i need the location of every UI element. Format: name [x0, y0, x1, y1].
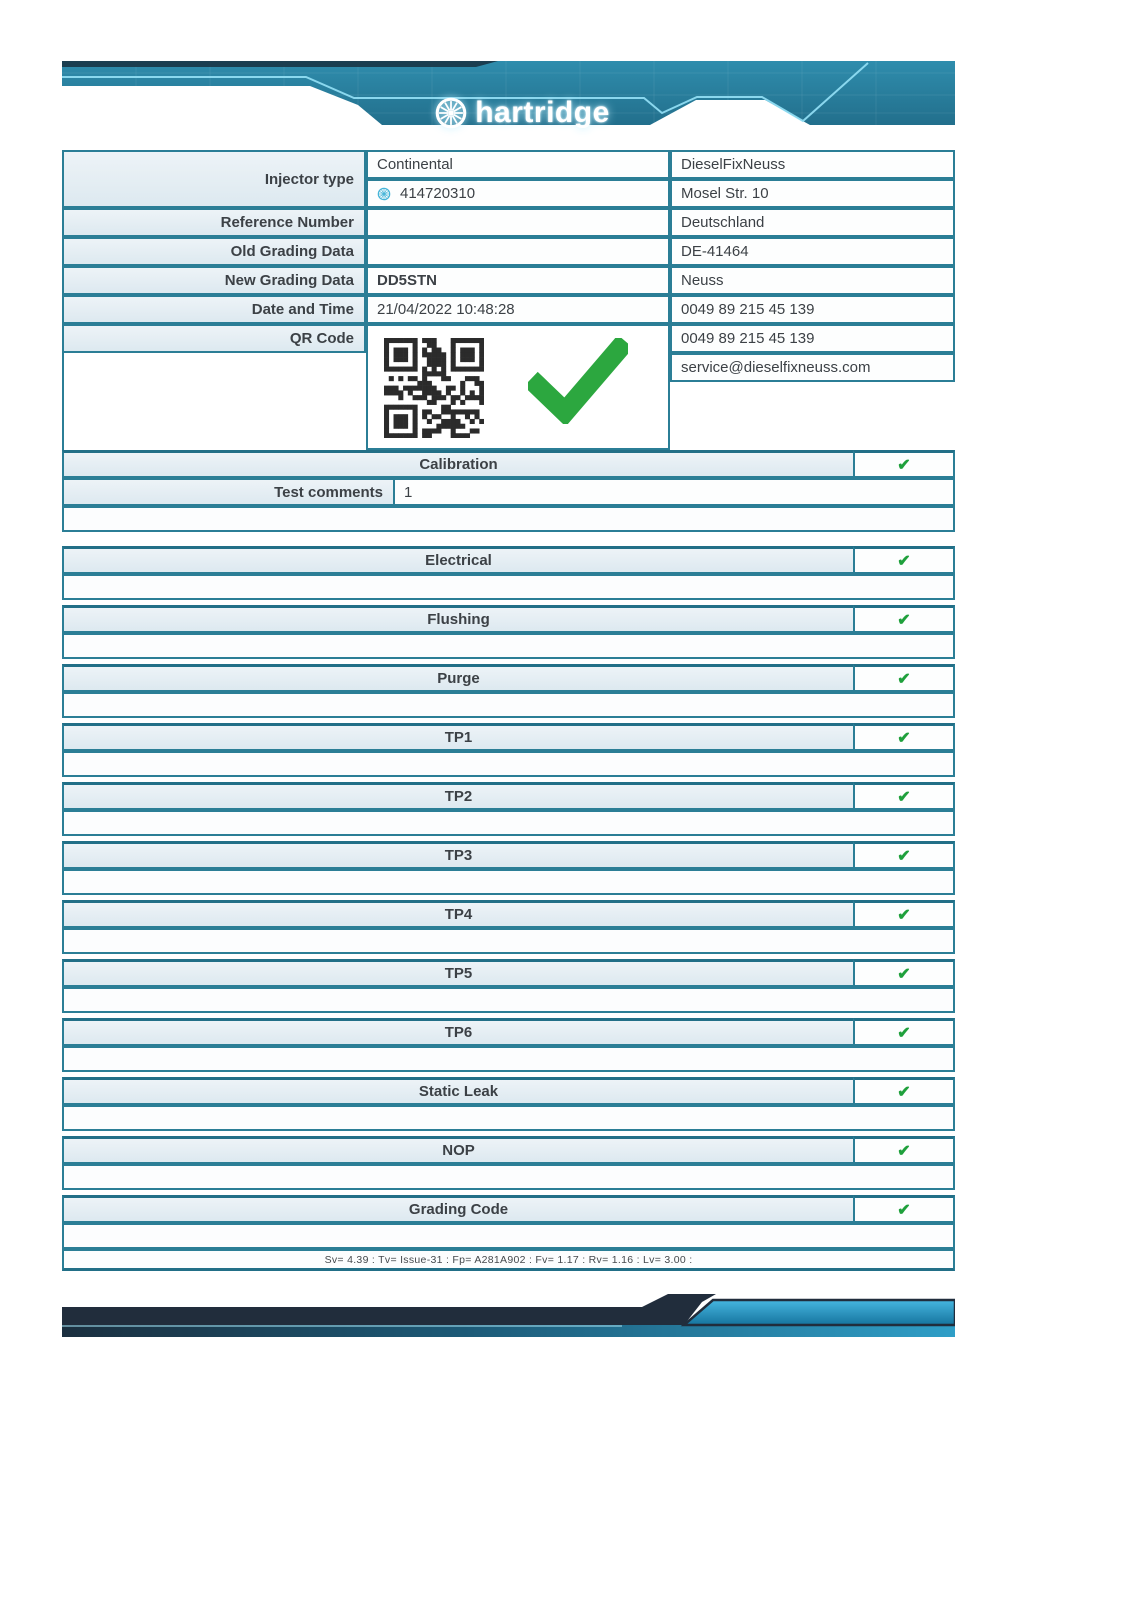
spacer-row	[62, 633, 955, 659]
part-number-value	[366, 179, 670, 208]
test-section-tp3: TP3	[62, 841, 855, 869]
test-section-static-leak: Static Leak	[62, 1077, 855, 1105]
brand-logo	[392, 91, 652, 135]
test-comments-value: 1	[393, 478, 955, 506]
part-number-text: 414720310	[400, 185, 476, 202]
reference-number-value	[366, 208, 670, 237]
spacer-row	[62, 987, 955, 1013]
contact-country: Deutschland	[670, 208, 955, 237]
brand-logo-text: hartridge	[475, 96, 610, 129]
spacer-row	[62, 1046, 955, 1072]
check-icon: ✔	[897, 611, 911, 629]
test-section-nop: NOP	[62, 1136, 855, 1164]
new-grading-value: DD5STN	[366, 266, 670, 295]
contact-company: DieselFixNeuss	[670, 150, 955, 179]
injector-info-table	[62, 150, 955, 450]
contact-phone-2: 0049 89 215 45 139	[670, 324, 955, 353]
spacer-row	[62, 692, 955, 718]
check-icon: ✔	[897, 1201, 911, 1219]
old-grading-value	[366, 237, 670, 266]
spacer-row	[62, 1223, 955, 1249]
contact-phone-1: 0049 89 215 45 139	[670, 295, 955, 324]
header-banner	[62, 55, 955, 129]
old-grading-label: Old Grading Data	[62, 237, 366, 266]
check-icon: ✔	[897, 1024, 911, 1042]
spacer-row	[62, 928, 955, 954]
injector-type-value: Continental	[366, 150, 670, 179]
test-section-pass-check	[853, 664, 955, 692]
contact-postcode: DE-41464	[670, 237, 955, 266]
qr-code-cell	[366, 324, 670, 450]
test-section-pass-check	[853, 546, 955, 574]
spacer-row	[62, 869, 955, 895]
test-section-tp4: TP4	[62, 900, 855, 928]
test-section-flushing: Flushing	[62, 605, 855, 633]
test-section-pass-check	[853, 900, 955, 928]
test-section-electrical: Electrical	[62, 546, 855, 574]
check-icon: ✔	[897, 552, 911, 570]
test-section-pass-check	[853, 841, 955, 869]
test-section-tp5: TP5	[62, 959, 855, 987]
spacer-row	[62, 506, 955, 532]
contact-street: Mosel Str. 10	[670, 179, 955, 208]
check-icon: ✔	[897, 788, 911, 806]
test-section-pass-check	[853, 1136, 955, 1164]
calibration-pass-check	[853, 450, 955, 478]
check-icon: ✔	[897, 670, 911, 688]
date-time-label: Date and Time	[62, 295, 366, 324]
test-section-pass-check	[853, 1018, 955, 1046]
test-section-pass-check	[853, 959, 955, 987]
check-icon: ✔	[897, 847, 911, 865]
contact-email: service@dieselfixneuss.com	[670, 353, 955, 382]
test-results-table	[62, 450, 955, 1280]
test-section-tp6: TP6	[62, 1018, 855, 1046]
test-section-pass-check	[853, 723, 955, 751]
table-left-border	[62, 353, 64, 450]
footer-banner	[62, 1292, 955, 1338]
test-comments-label: Test comments	[62, 478, 395, 506]
test-section-grading-code: Grading Code	[62, 1195, 855, 1223]
wheel-icon	[377, 187, 391, 201]
test-section-pass-check	[853, 782, 955, 810]
injector-type-label: Injector type	[62, 150, 366, 208]
spacer-row	[62, 1164, 955, 1190]
section-calibration: Calibration	[62, 450, 855, 478]
check-icon: ✔	[897, 456, 911, 474]
spacer-row	[62, 1105, 955, 1131]
pass-check-icon	[528, 338, 628, 424]
contact-city: Neuss	[670, 266, 955, 295]
wheel-icon	[434, 96, 468, 130]
spacer-row	[62, 751, 955, 777]
test-section-tp2: TP2	[62, 782, 855, 810]
footer-banner-graphic	[62, 1292, 955, 1338]
spacer-row	[62, 574, 955, 600]
check-icon: ✔	[897, 1083, 911, 1101]
check-icon: ✔	[897, 1142, 911, 1160]
spacer-row	[62, 810, 955, 836]
check-icon: ✔	[897, 965, 911, 983]
test-section-pass-check	[853, 605, 955, 633]
version-info-row: Sv= 4.39 : Tv= Issue-31 : Fp= A281A902 : Fv= 1.17 : Rv= 1.16 : Lv= 3.00 :	[62, 1249, 955, 1271]
date-time-value: 21/04/2022 10:48:28	[366, 295, 670, 324]
test-section-pass-check	[853, 1077, 955, 1105]
test-section-tp1: TP1	[62, 723, 855, 751]
new-grading-label: New Grading Data	[62, 266, 366, 295]
check-icon: ✔	[897, 906, 911, 924]
qr-code-label: QR Code	[62, 324, 366, 353]
qr-code	[384, 338, 484, 438]
reference-number-label: Reference Number	[62, 208, 366, 237]
test-section-pass-check	[853, 1195, 955, 1223]
test-section-purge: Purge	[62, 664, 855, 692]
check-icon: ✔	[897, 729, 911, 747]
